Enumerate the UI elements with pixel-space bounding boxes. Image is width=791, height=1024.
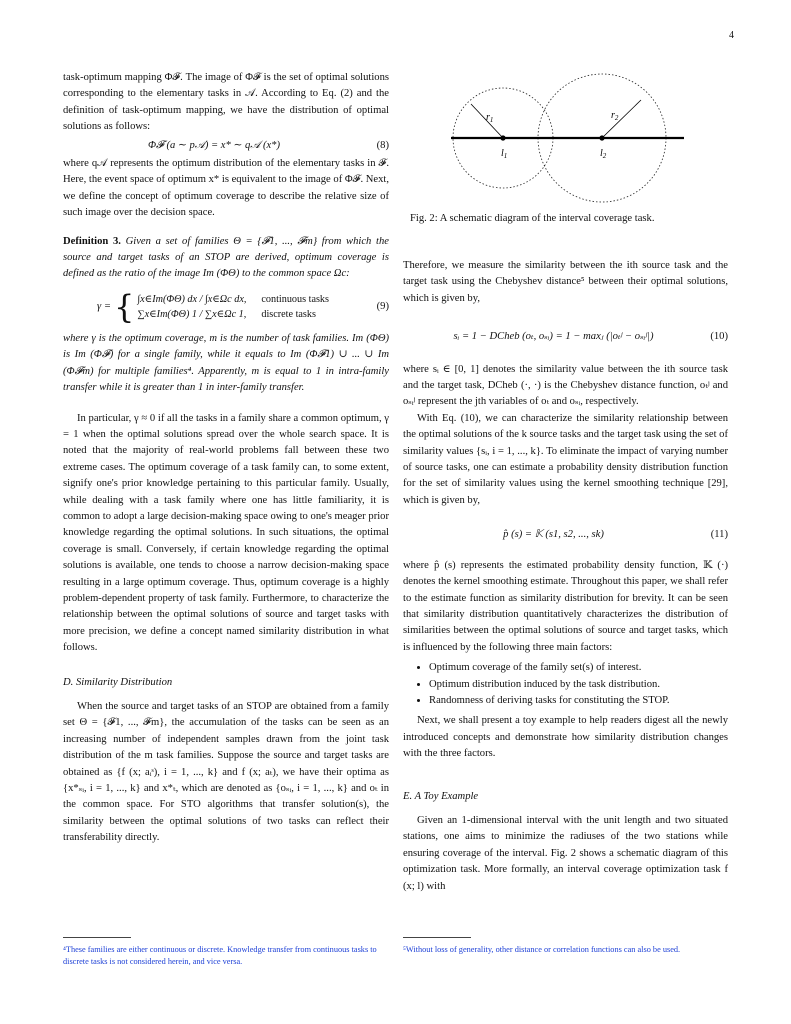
label-r1: $r_1$ [486, 112, 494, 124]
right-paragraph-6: Given an 1-dimensional interval with the unit length and two situated stations, one aims to minimize the radiuses of the two stations while ensuring coverage of the interval. Fig. 2 shows a schematic diagram of this optimization task. More formally, an interval coverage optimization task f (x; l) with [403, 814, 728, 892]
equation-8-body: Φ𝓕 (a ∼ p𝒜) = x* ∼ q𝒜 (x*) [147, 139, 280, 151]
left-paragraph-4: When the source and target tasks of an STOP are obtained from a family set Θ = {𝓕1, ..., 𝓕m}, the accumulation of the tasks can be seen as an increasing number of independent samples drawn from the joint task distribution of the m task families. Suppose the source and target tasks are obtained as {f (x; aᵢˢ), i = 1, ..., k} and f (x; aₜ), we have their optima as {x*ₛᵢ, i = 1, ..., k} and x*ₜ, which are denoted as {oₛᵢ, i = 1, ..., k} and oₜ in the common space. For STO algorithms that transfer solution(s), the similarity between the optimal solutions of two tasks can reflect their transferability directly. [63, 701, 389, 844]
footnote-rule-left [63, 937, 131, 938]
list-item: • Optimum distribution induced by the task distribution. [429, 677, 728, 693]
list-item: • Randomness of deriving tasks for constituting the STOP. [429, 693, 728, 709]
label-l2: $l_2$ [600, 148, 607, 160]
left-paragraph-3: In particular, γ ≈ 0 if all the tasks in a family share a common optimum, γ = 1 when the optimal solutions spread over the whole search space. It is noted that the majority of real-world problems fall between these two extreme cases. The optimum coverage of a task family can, to some extent, signify one's prior knowledge pertaining to this particular family. Usually, while dealing with a task family where one has little familiarity, it is common to adopt a large decision-making space owing to one's meager prior knowledge regarding the optimal solutions. In such situations, the optimal coverage is small. Conversely, if certain knowledge regarding the optimal solutions is available, one tends to choose a narrow decision-making space resulting in a large optimum coverage. Thus, optimum coverage is a highly problem-dependent property of task family. Furthermore, to characterize the relationship between the optimal solutions of source and target tasks with more precision, we define a concept named similarity distribution in what follows. [63, 412, 389, 654]
right-column [403, 258, 728, 895]
equation-9-number: (9) [376, 300, 389, 312]
section-d-heading: D. Similarity Distribution [63, 676, 173, 688]
interval-coverage-diagram [403, 70, 728, 210]
equation-8-number: (8) [376, 139, 389, 151]
right-paragraph-3: With Eq. (10), we can characterize the similarity relationship between the optimal solutions of the k source tasks and the target task using the set of similarity values {sᵢ, i = 1, ..., k}. To eliminate the impact of varying number of source tasks, one can estimate a probability density distribution function for the set of similarity values using the kernel smoothing technique [29], which is given by, [403, 412, 728, 506]
equation-11-body: p̂ (s) = 𝕂 (s1, s2, ..., sk) [503, 529, 604, 541]
footnote-5: ⁵Without loss of generality, other distance or correlation functions can also be used. [403, 945, 681, 954]
equation-11 [403, 527, 728, 543]
page-number: 4 [729, 30, 734, 41]
right-paragraph-1: Therefore, we measure the similarity between the ith source task and the target task using the Chebyshev distance⁵ between their optimal solutions, which is given by, [403, 260, 728, 304]
left-paragraph-1: task-optimum mapping Φ𝓕. The image of Φ𝓕 is the set of optimal solutions corresponding to the elementary tasks in 𝒜. According to Eq. (2) and the definition of task-optimum mapping, we have the distribution of optimal solutions as follows: [63, 72, 389, 133]
case-expression: ∑x∈Im(ΦΘ) 1 / ∑x∈Ωc 1, [137, 308, 247, 320]
equation-9 [63, 287, 389, 326]
equation-9-lhs: γ = [97, 300, 111, 312]
list-item: • Optimum coverage of the family set(s) of interest. [429, 660, 728, 676]
equation-9-brace: { [114, 287, 135, 326]
figure-2 [403, 70, 728, 230]
definition-label: Definition 3. [63, 235, 121, 247]
case-condition: discrete tasks [261, 308, 316, 320]
equation-11-number: (11) [710, 529, 728, 541]
factor-list [403, 660, 728, 709]
label-l1: $l_1$ [501, 148, 508, 160]
right-paragraph-4: where p̂ (s) represents the estimated probability density function, 𝕂 (·) denotes the kernel smoothing estimate. Throughout this paper, we shall refer to the estimate function as similarity distribution for brevity. It can be seen that similarity distribution quantitatively characterizes the distribution of similarities between the optimal solutions of source and target tasks, which is influenced by the following three main factors: [403, 559, 728, 653]
left-column [63, 70, 389, 847]
equation-10 [403, 329, 728, 345]
left-paragraph-2: where q𝒜 represents the optimum distribution of the elementary tasks in 𝓕. Here, the event space of optimum x* is equivalent to the image of Φ𝓕. Next, we define the concept of optimum coverage to describe the relative size of such image over the decision space. [63, 158, 389, 219]
equation-8 [63, 138, 389, 154]
definition-3 [63, 234, 389, 283]
equation-9-cases [137, 292, 365, 322]
right-paragraph-2: where sᵢ ∈ [0, 1] denotes the similarity value between the ith source task and the target task, DCheb (·, ·) is the Chebyshev distance function, oₜʲ and oₛᵢʲ represent the jth variables of oₜ and oₛᵢ, respectively. [403, 363, 728, 408]
label-r2: $r_2$ [611, 110, 619, 122]
definition-text: Given a set of families Θ = {𝓕1, ..., 𝓕m} from which the source and target tasks of an STOP are derived, optimum coverage is defined as the ratio of the image Im (ΦΘ) to the common space Ωc: [63, 235, 389, 280]
case-condition: continuous tasks [261, 293, 329, 305]
equation-10-number: (10) [710, 331, 728, 343]
section-e-heading: E. A Toy Example [403, 790, 479, 802]
station-2-point [599, 135, 604, 140]
footnote-rule-right [403, 937, 471, 938]
radius-2-line [602, 100, 641, 138]
definition-after: where γ is the optimum coverage, m is the number of task families. Im (ΦΘ) is Im (Φ𝓕) for a single family, while it equals to Im (Φ𝓕1) ∪ ... ∪ Im (Φ𝓕m) for multiple families⁴. Apparently, m is equal to 1 in intra-family transfer while it is greater than 1 in inter-family transfer. [63, 332, 389, 394]
case-expression: ∫x∈Im(ΦΘ) dx / ∫x∈Ωc dx, [137, 293, 247, 305]
equation-10-body: sᵢ = 1 − DCheb (oₜ, oₛᵢ) = 1 − maxⱼ (|oₜʲ − oₛᵢʲ|) [453, 331, 654, 343]
footnote-4: ⁴These families are either continuous or discrete. Knowledge transfer from continuous tasks to discrete tasks is not considered herein, and vice versa. [63, 945, 377, 966]
figure-caption: Fig. 2: A schematic diagram of the interval coverage task. [410, 213, 655, 224]
equation-9-case-discrete [137, 307, 365, 322]
equation-9-case-continuous [137, 292, 365, 307]
right-paragraph-5: Next, we shall present a toy example to help readers digest all the newly introduced concepts and demonstrate how similarity distribution changes with the three factors. [403, 715, 728, 760]
station-1-point [500, 135, 505, 140]
